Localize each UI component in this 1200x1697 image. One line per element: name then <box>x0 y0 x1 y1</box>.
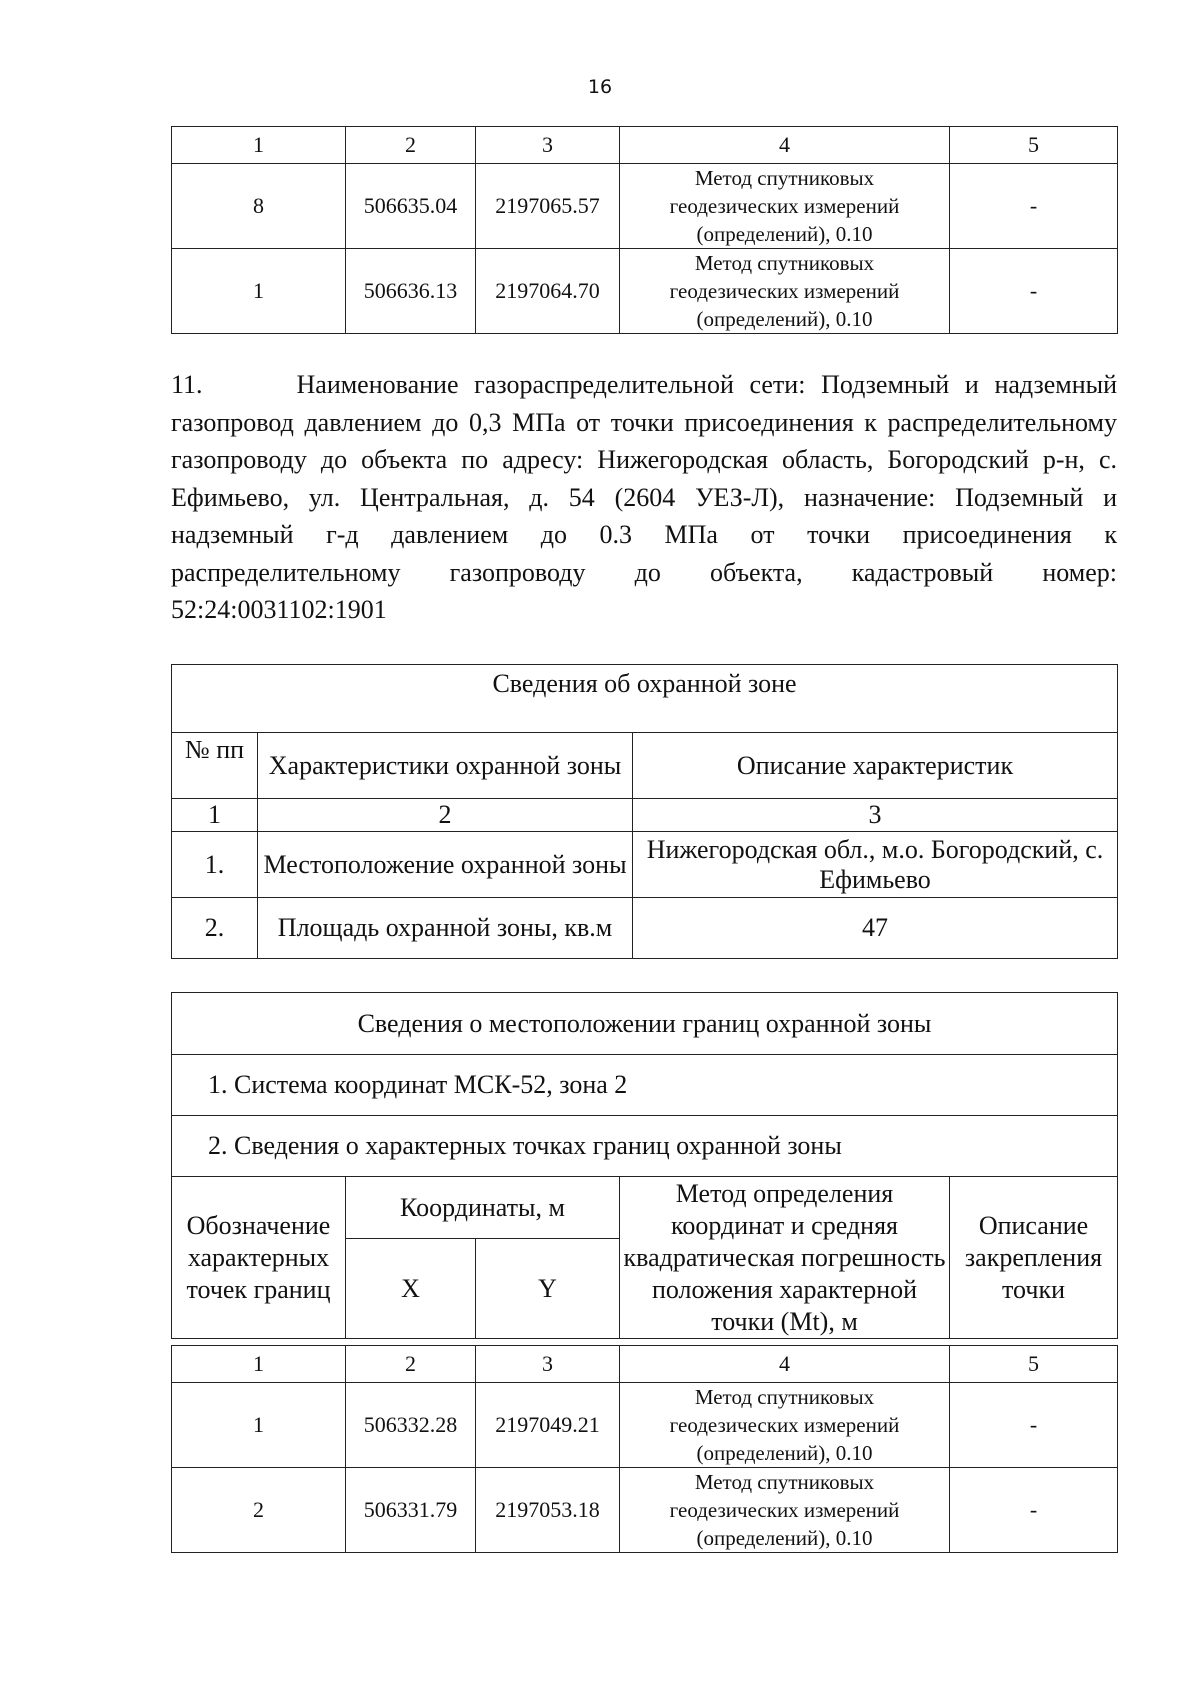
header-x: X <box>346 1239 476 1339</box>
header-cell: 4 <box>620 127 950 164</box>
fixing-cell: - <box>950 249 1118 334</box>
method-line: (определений), 0.10 <box>696 1526 873 1550</box>
method-cell <box>620 164 950 249</box>
header-cell: 1 <box>172 1346 346 1383</box>
header-cell: Описание характеристик <box>633 733 1118 799</box>
header-cell: 1 <box>172 127 346 164</box>
index-cell: 1 <box>172 799 258 832</box>
points-section-title: 2. Сведения о характерных точках границ охранной зоны <box>172 1116 1118 1177</box>
header-cell: 3 <box>476 1346 620 1383</box>
table-row <box>172 1468 1118 1553</box>
header-cell: 4 <box>620 1346 950 1383</box>
fixing-cell: - <box>950 164 1118 249</box>
protected-zone-table <box>171 664 1118 959</box>
method-cell <box>620 1468 950 1553</box>
zone-boundaries-table <box>171 992 1118 1339</box>
method-line: Метод спутниковых <box>694 1385 875 1409</box>
method-cell <box>620 249 950 334</box>
paragraph-text: Наименование газораспределительной сети: Подземный и надземный газопровод давлением до 0,3 МПа от точки присоединения к распределительному газопроводу до объекта по адресу: Нижегородская область, Богородский р-н, с. Ефимьево, ул. Центральная, д. 54 (2604 УЕЗ-Л), назначение: Подземный и надземный г-д давлением до 0.3 МПа от точки присоединения к распределительному газопроводу до объекта, кадастровый номер: 52:24:0031102:1901 <box>171 370 1118 624</box>
point-cell: 8 <box>172 164 346 249</box>
header-cell: 3 <box>476 127 620 164</box>
x-cell: 506331.79 <box>346 1468 476 1553</box>
table-row <box>172 249 1118 334</box>
y-cell: 2197049.21 <box>476 1383 620 1468</box>
table-header-row <box>172 1177 1118 1239</box>
method-line: (определений), 0.10 <box>696 1441 873 1465</box>
table-row <box>172 832 1118 898</box>
header-cell: № пп <box>172 733 258 799</box>
page-number: 16 <box>587 76 613 98</box>
index-cell: 3 <box>633 799 1118 832</box>
y-cell: 2197053.18 <box>476 1468 620 1553</box>
row-number: 2. <box>172 898 258 959</box>
table-header-row <box>172 1346 1118 1383</box>
header-point: Обозначение характерных точек границ <box>172 1177 346 1339</box>
y-cell: 2197064.70 <box>476 249 620 334</box>
coordinates-table-continued <box>171 126 1118 334</box>
point-cell: 2 <box>172 1468 346 1553</box>
coordinates-table <box>171 1345 1118 1553</box>
table-row <box>172 1383 1118 1468</box>
method-line: Метод спутниковых <box>694 251 875 275</box>
method-line: (определений), 0.10 <box>696 307 873 331</box>
row-characteristic: Площадь охранной зоны, кв.м <box>258 898 633 959</box>
table-title: Сведения об охранной зоне <box>172 665 1118 733</box>
header-cell: 5 <box>950 1346 1118 1383</box>
index-row <box>172 799 1118 832</box>
header-y: Y <box>476 1239 620 1339</box>
header-cell: Характеристики охранной зоны <box>258 733 633 799</box>
table-header-row <box>172 127 1118 164</box>
paragraph-number: 11. <box>171 370 203 399</box>
method-line: геодезических измерений <box>669 279 900 303</box>
row-description: Нижегородская обл., м.о. Богородский, с. Ефимьево <box>633 832 1118 898</box>
point-cell: 1 <box>172 249 346 334</box>
header-coordinates: Координаты, м <box>346 1177 620 1239</box>
header-cell: 2 <box>346 127 476 164</box>
table-row <box>172 898 1118 959</box>
network-description-paragraph <box>171 366 1117 629</box>
row-number: 1. <box>172 832 258 898</box>
method-line: (определений), 0.10 <box>696 222 873 246</box>
fixing-cell: - <box>950 1468 1118 1553</box>
row-characteristic: Местоположение охранной зоны <box>258 832 633 898</box>
header-cell: 5 <box>950 127 1118 164</box>
method-line: геодезических измерений <box>669 1498 900 1522</box>
method-line: геодезических измерений <box>669 1413 900 1437</box>
header-method: Метод определения координат и средняя квадратическая погрешность положения характерной точки (Mt), м <box>620 1177 950 1339</box>
table-header-row <box>172 733 1118 799</box>
x-cell: 506635.04 <box>346 164 476 249</box>
table-row <box>172 164 1118 249</box>
header-fixing: Описание закрепления точки <box>950 1177 1118 1339</box>
fixing-cell: - <box>950 1383 1118 1468</box>
method-line: геодезических измерений <box>669 194 900 218</box>
point-cell: 1 <box>172 1383 346 1468</box>
coordinate-system: 1. Система координат МСК-52, зона 2 <box>172 1055 1118 1116</box>
method-line: Метод спутниковых <box>694 1470 875 1494</box>
x-cell: 506332.28 <box>346 1383 476 1468</box>
y-cell: 2197065.57 <box>476 164 620 249</box>
header-cell: 2 <box>346 1346 476 1383</box>
method-line: Метод спутниковых <box>694 166 875 190</box>
index-cell: 2 <box>258 799 633 832</box>
method-cell <box>620 1383 950 1468</box>
x-cell: 506636.13 <box>346 249 476 334</box>
row-description: 47 <box>633 898 1118 959</box>
table-title: Сведения о местоположении границ охранной зоны <box>172 993 1118 1055</box>
